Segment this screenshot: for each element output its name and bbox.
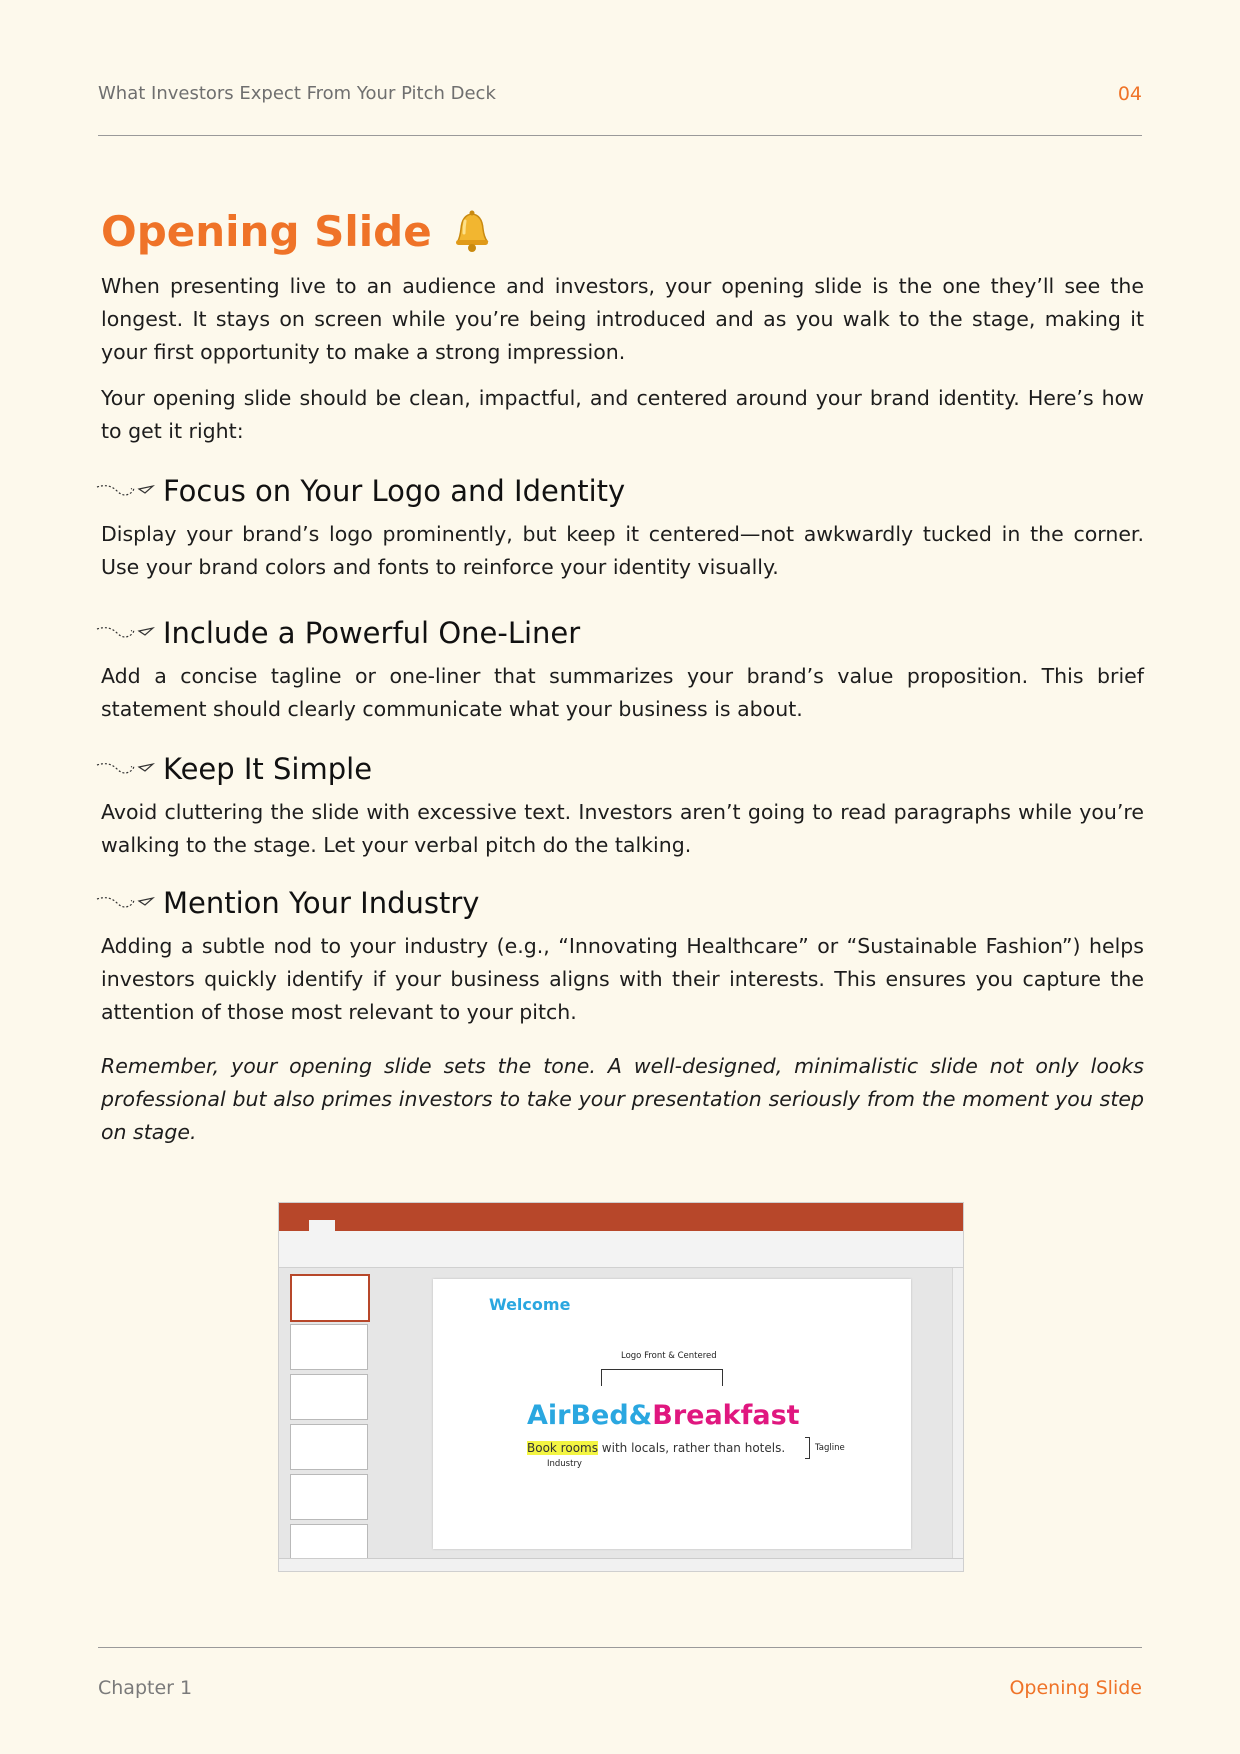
thumbnail-slide-4 bbox=[290, 1424, 368, 1470]
footer-section: Opening Slide bbox=[1009, 1677, 1142, 1699]
airplane-trail-icon bbox=[95, 891, 155, 915]
tip-heading bbox=[95, 470, 1144, 512]
tip-title-industry: Mention Your Industry bbox=[163, 886, 480, 920]
logo-bracket bbox=[601, 1369, 723, 1386]
logo-annotation: Logo Front & Centered bbox=[621, 1351, 717, 1361]
thumbnail-slide-2 bbox=[290, 1324, 368, 1370]
ppt-scrollbar bbox=[952, 1268, 963, 1559]
section-title bbox=[101, 202, 1144, 260]
tagline-text: with locals, rather than hotels. bbox=[597, 1441, 786, 1455]
tagline-highlight: Book rooms bbox=[527, 1441, 598, 1455]
brand-logo-part1: AirBed& bbox=[527, 1400, 653, 1431]
brand-logo-part2: Breakfast bbox=[652, 1400, 800, 1431]
tip-heading bbox=[95, 882, 1144, 924]
header-title: What Investors Expect From Your Pitch Deck bbox=[98, 83, 496, 104]
tip-body-industry: Adding a subtle nod to your industry (e.g., “Innovating Healthcare” or “Sustainable Fashion”) helps investors quickly identify if your business aligns with their interests. This ensures you capture the attention of those most relevant to your pitch. bbox=[101, 934, 1144, 1024]
tip-heading bbox=[95, 748, 1144, 790]
tagline-annotation: Tagline bbox=[815, 1443, 845, 1453]
ppt-status-bar bbox=[279, 1558, 963, 1571]
tagline bbox=[527, 1441, 785, 1455]
tip-title-logo: Focus on Your Logo and Identity bbox=[163, 474, 626, 508]
industry-annotation: Industry bbox=[547, 1459, 582, 1469]
thumbnail-slide-1 bbox=[290, 1274, 370, 1322]
airplane-trail-icon bbox=[95, 757, 155, 781]
ppt-slide-thumbnails bbox=[279, 1268, 377, 1558]
intro-paragraph-1: When presenting live to an audience and investors, your opening slide is the one they’ll see the longest. It stays on screen while you’re being introduced and as you walk to the stage, making it your first opportunity to make a strong impression. bbox=[101, 274, 1144, 364]
tip-title-one-liner: Include a Powerful One-Liner bbox=[163, 616, 581, 650]
ppt-ribbon bbox=[279, 1231, 963, 1268]
slide-heading: Welcome bbox=[489, 1295, 571, 1314]
footer-divider bbox=[98, 1647, 1142, 1648]
tip-title-simple: Keep It Simple bbox=[163, 752, 373, 786]
thumbnail-slide-5 bbox=[290, 1474, 368, 1520]
tip-body-logo: Display your brand’s logo prominently, but keep it centered—not awkwardly tucked in the corner. Use your brand colors and fonts to reinforce your identity visually. bbox=[101, 522, 1144, 579]
section-title-text: Opening Slide bbox=[101, 206, 432, 256]
footer-chapter: Chapter 1 bbox=[98, 1677, 193, 1699]
bell-icon bbox=[450, 207, 494, 255]
brand-logo bbox=[527, 1400, 800, 1431]
tagline-bracket bbox=[805, 1437, 810, 1459]
closing-paragraph: Remember, your opening slide sets the tone. A well-designed, minimalistic slide not only looks professional but also primes investors to take your presentation seriously from the moment you step on stage. bbox=[101, 1054, 1144, 1144]
header-divider bbox=[98, 135, 1142, 136]
page-content bbox=[101, 202, 1144, 1149]
tip-body-simple: Avoid cluttering the slide with excessive text. Investors aren’t going to read paragraphs while you’re walking to the stage. Let your verbal pitch do the talking. bbox=[101, 800, 1144, 857]
tip-heading bbox=[95, 612, 1144, 654]
ppt-slide-canvas bbox=[433, 1279, 911, 1549]
thumbnail-slide-3 bbox=[290, 1374, 368, 1420]
ppt-title-bar bbox=[279, 1203, 963, 1219]
ppt-ribbon-tabs bbox=[279, 1219, 963, 1231]
powerpoint-screenshot bbox=[278, 1202, 964, 1572]
page-number: 04 bbox=[1117, 83, 1142, 105]
tip-body-one-liner: Add a concise tagline or one-liner that summarizes your brand’s value proposition. This brief statement should clearly communicate what your business is about. bbox=[101, 664, 1144, 721]
airplane-trail-icon bbox=[95, 479, 155, 503]
intro-paragraph-2: Your opening slide should be clean, impactful, and centered around your brand identity. Here’s how to get it right: bbox=[101, 386, 1144, 443]
airplane-trail-icon bbox=[95, 621, 155, 645]
